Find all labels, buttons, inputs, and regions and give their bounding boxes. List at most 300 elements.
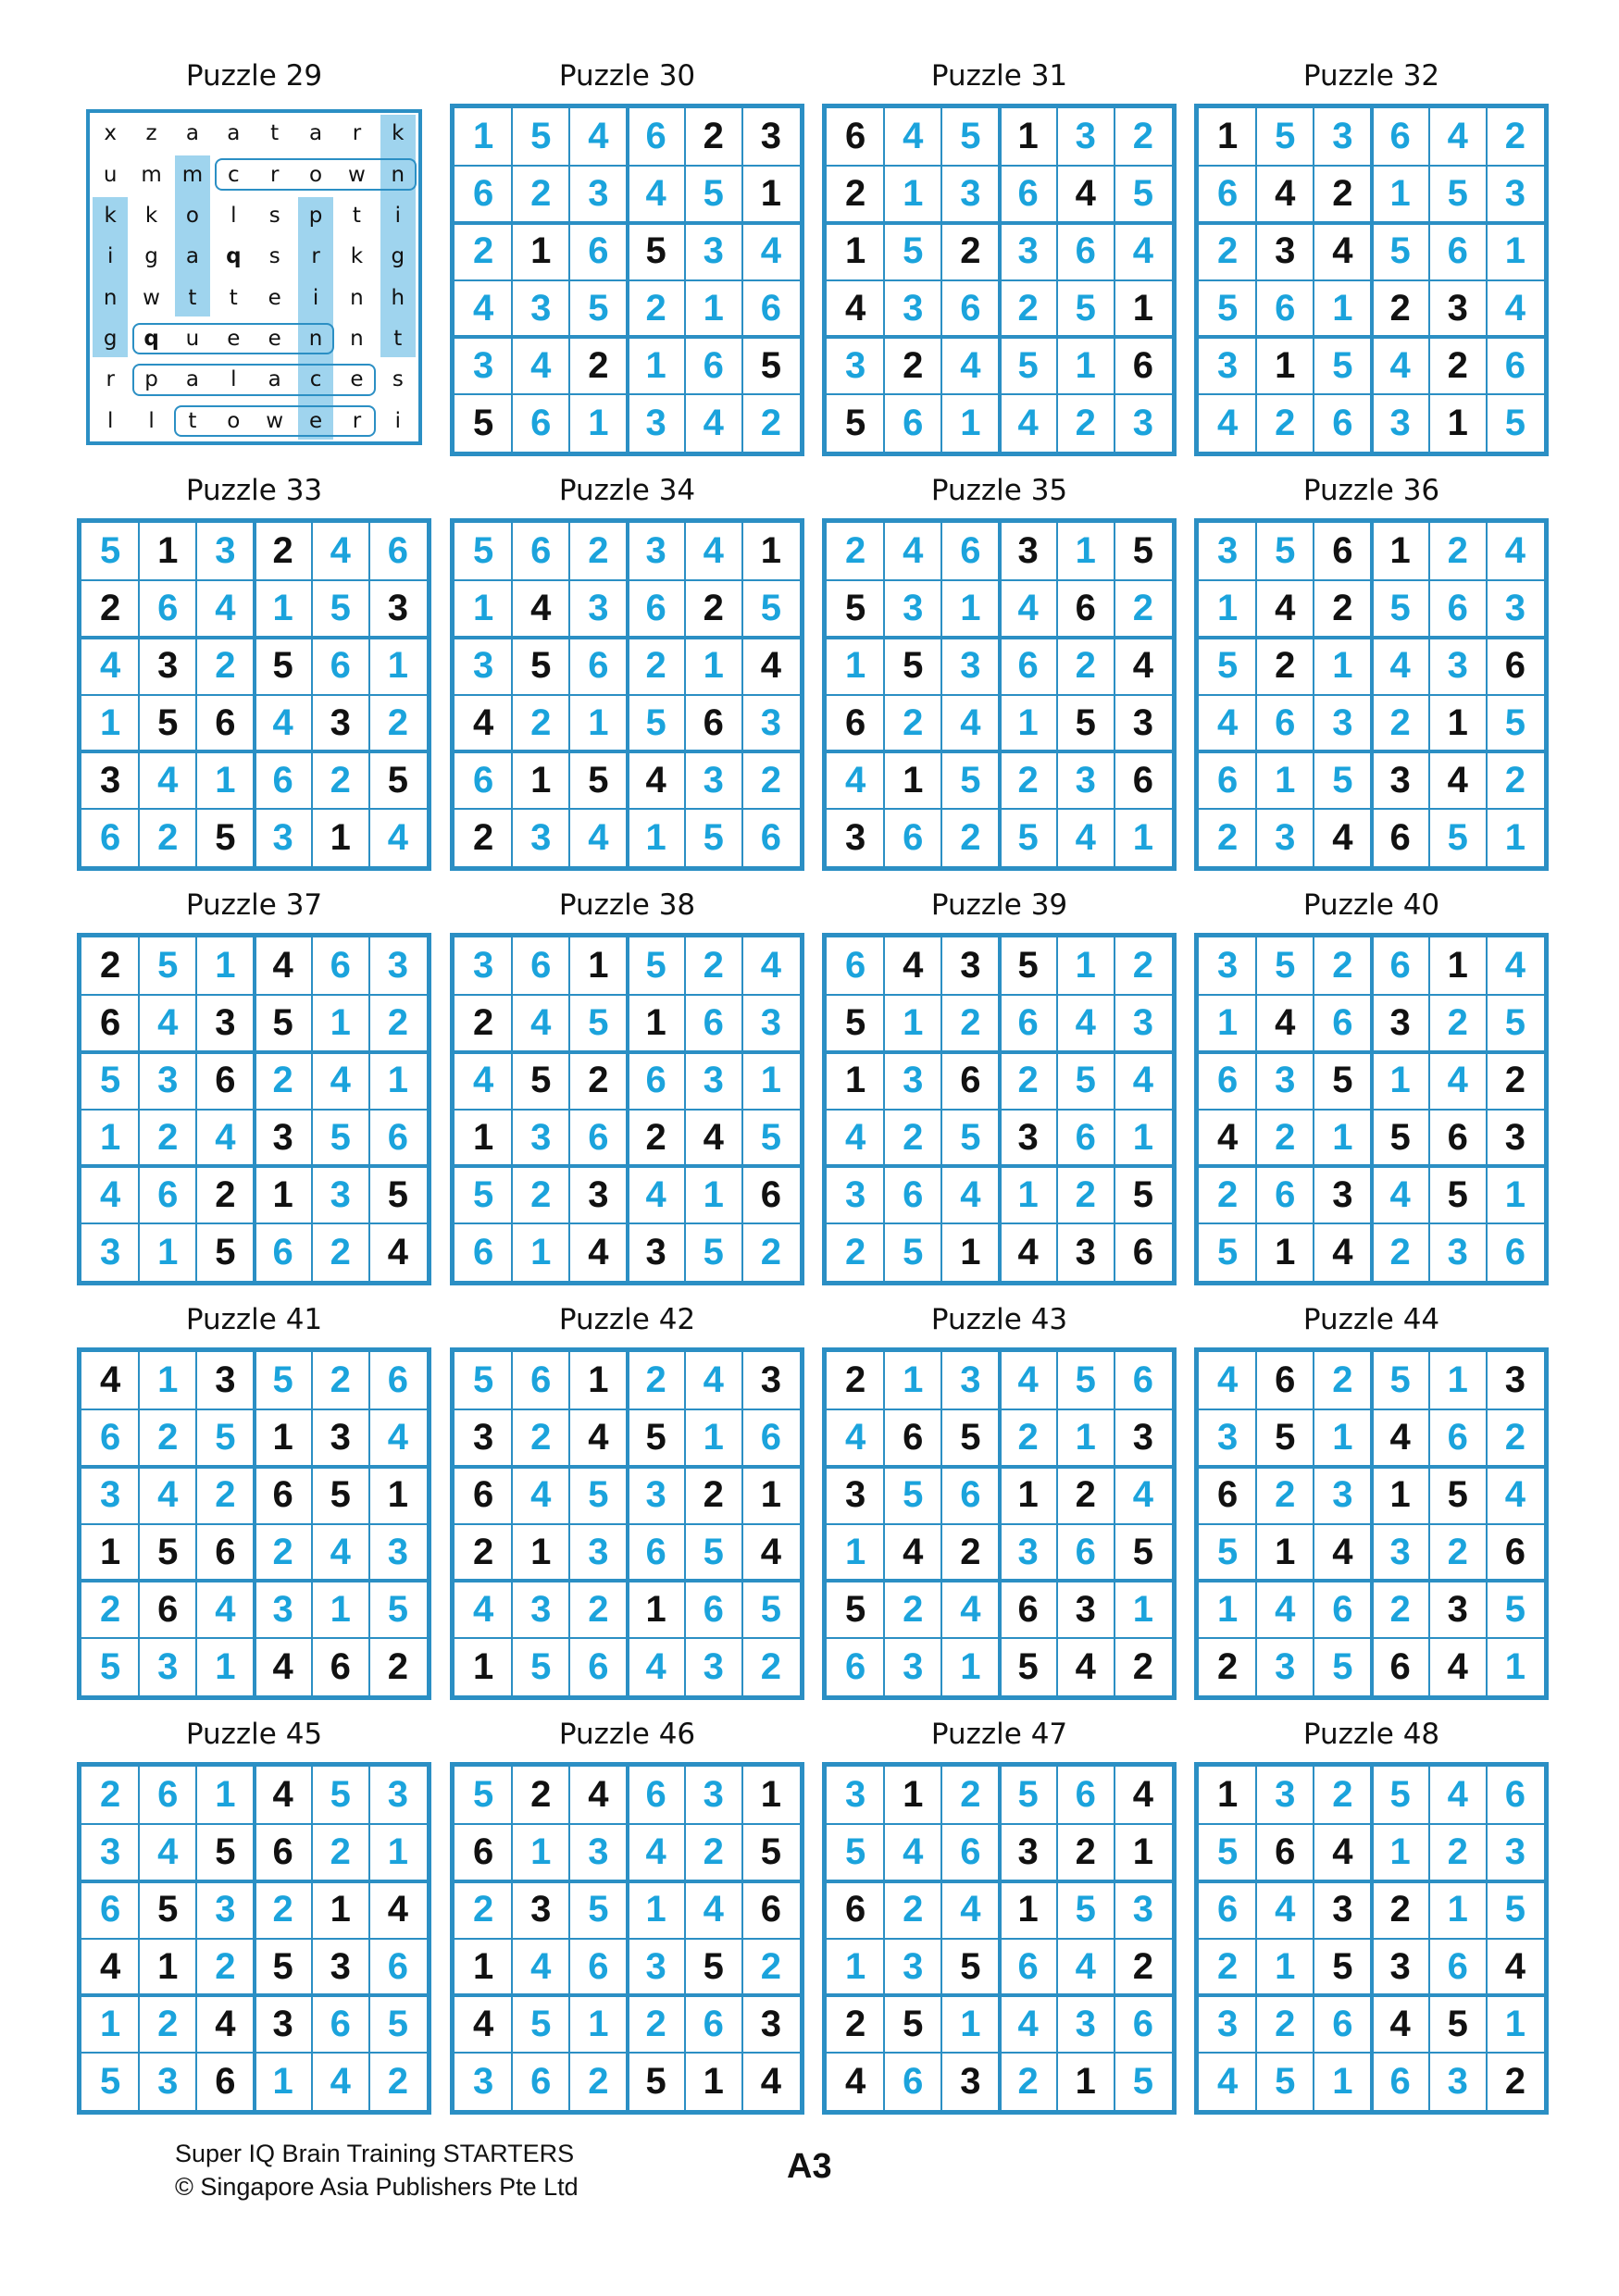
sudoku-cell: 6	[1075, 1774, 1096, 1816]
sudoku-cell: 2	[1275, 645, 1296, 687]
sudoku-cell: 4	[1389, 2003, 1411, 2044]
sudoku-cell: 1	[472, 116, 494, 157]
sudoku-cell: 4	[1447, 759, 1468, 800]
sudoku-cell: 1	[1075, 1417, 1096, 1458]
sudoku-cell: 2	[215, 1945, 236, 1987]
sudoku-cell: 4	[387, 816, 409, 858]
puzzle-title: Puzzle 38	[558, 888, 696, 922]
sudoku-cell: 6	[272, 759, 293, 800]
sudoku-cell: 2	[472, 1002, 494, 1044]
sudoku-cell: 1	[215, 1645, 236, 1687]
sudoku-cell: 6	[1275, 701, 1296, 743]
sudoku-cell: 3	[844, 816, 866, 858]
sudoku-cell: 1	[215, 945, 236, 987]
sudoku-cell: 5	[1216, 1231, 1239, 1272]
sudoku-cell: 1	[157, 1359, 179, 1401]
sudoku-cell: 1	[472, 1116, 494, 1158]
sudoku-cell: 3	[645, 1474, 666, 1516]
sudoku-cell: 5	[760, 588, 782, 629]
sudoku-cell: 2	[157, 1417, 179, 1458]
puzzle-45	[77, 1718, 431, 2115]
sudoku-cell: 1	[157, 1231, 179, 1272]
sudoku-cell: 3	[903, 1645, 924, 1687]
sudoku-cell: 1	[215, 1774, 236, 1816]
sudoku-cell: 2	[703, 588, 724, 629]
sudoku-cell: 2	[1504, 759, 1526, 800]
letter-cell: c	[309, 367, 322, 392]
sudoku-cell: 2	[330, 1231, 351, 1272]
sudoku-cell: 5	[703, 1945, 724, 1987]
sudoku-cell: 5	[1504, 701, 1526, 743]
sudoku-cell: 6	[1389, 945, 1411, 987]
sudoku-cell: 1	[645, 816, 666, 858]
puzzle-40	[1194, 888, 1549, 1285]
sudoku-cell: 2	[1017, 759, 1039, 800]
sudoku-cell: 6	[1389, 116, 1411, 157]
letter-cell: o	[309, 162, 323, 187]
sudoku-cell: 6	[645, 116, 666, 157]
sudoku-cell: 1	[903, 1359, 924, 1401]
sudoku-cell: 3	[588, 1831, 609, 1873]
sudoku-cell: 3	[1075, 1231, 1096, 1272]
sudoku-cell: 3	[1275, 816, 1296, 858]
letter-cell: q	[226, 244, 242, 269]
sudoku-cell: 1	[1332, 287, 1353, 329]
sudoku-grid	[1194, 933, 1549, 1285]
sudoku-cell: 3	[387, 588, 409, 629]
letter-cell: t	[188, 408, 197, 433]
sudoku-cell: 1	[1332, 645, 1353, 687]
sudoku-cell: 6	[272, 1831, 293, 1873]
sudoku-cell: 4	[1389, 1417, 1411, 1458]
word-search-grid	[86, 109, 422, 445]
sudoku-cell: 6	[1504, 1531, 1526, 1572]
sudoku-cell: 2	[530, 173, 552, 215]
sudoku-cell: 4	[1504, 530, 1526, 572]
puzzle-title: Puzzle 46	[558, 1718, 696, 1751]
sudoku-cell: 4	[157, 759, 179, 800]
sudoku-cell: 5	[1447, 816, 1468, 858]
sudoku-cell: 5	[1389, 1116, 1411, 1158]
sudoku-cell: 5	[1447, 173, 1468, 215]
sudoku-cell: 2	[387, 701, 409, 743]
sudoku-grid	[1194, 104, 1549, 456]
puzzle-44	[1194, 1303, 1549, 1700]
sudoku-cell: 3	[157, 1645, 179, 1687]
sudoku-cell: 5	[703, 816, 724, 858]
sudoku-cell: 4	[903, 1531, 924, 1572]
sudoku-cell: 4	[530, 344, 552, 386]
sudoku-cell: 4	[960, 344, 981, 386]
sudoku-cell: 2	[387, 1002, 409, 1044]
sudoku-cell: 6	[645, 1060, 666, 1101]
sudoku-cell: 1	[530, 1531, 552, 1572]
sudoku-cell: 5	[472, 402, 494, 443]
sudoku-cell: 2	[215, 1173, 236, 1215]
sudoku-cell: 6	[215, 701, 236, 743]
sudoku-cell: 4	[1332, 1831, 1353, 1873]
sudoku-cell: 3	[903, 287, 924, 329]
sudoku-cell: 1	[760, 530, 782, 572]
sudoku-cell: 2	[157, 816, 179, 858]
sudoku-cell: 2	[472, 230, 494, 272]
sudoku-cell: 5	[844, 402, 866, 443]
sudoku-cell: 4	[703, 530, 724, 572]
sudoku-grid	[822, 1762, 1177, 2115]
sudoku-cell: 5	[1017, 1774, 1039, 1816]
sudoku-cell: 4	[1332, 230, 1353, 272]
sudoku-cell: 3	[1075, 759, 1096, 800]
sudoku-cell: 5	[1504, 1002, 1526, 1044]
letter-cell: a	[185, 367, 199, 392]
sudoku-cell: 4	[472, 287, 494, 329]
sudoku-cell: 3	[1216, 530, 1239, 572]
sudoku-cell: 6	[844, 116, 866, 157]
sudoku-cell: 3	[157, 645, 179, 687]
sudoku-cell: 1	[472, 1645, 494, 1687]
sudoku-cell: 3	[472, 645, 494, 687]
sudoku-cell: 6	[1504, 1231, 1526, 1272]
sudoku-cell: 5	[330, 1116, 351, 1158]
sudoku-cell: 2	[530, 1173, 552, 1215]
letter-cell: r	[352, 121, 362, 146]
sudoku-cell: 1	[330, 816, 351, 858]
sudoku-cell: 4	[1132, 1774, 1154, 1816]
sudoku-cell: 1	[588, 402, 609, 443]
sudoku-cell: 3	[1216, 2003, 1239, 2044]
sudoku-cell: 1	[272, 1417, 293, 1458]
sudoku-cell: 1	[844, 1531, 866, 1572]
letter-cell: t	[393, 327, 403, 352]
sudoku-cell: 2	[99, 588, 121, 629]
sudoku-cell: 4	[99, 1945, 121, 1987]
sudoku-cell: 5	[272, 1945, 293, 1987]
sudoku-cell: 4	[703, 402, 724, 443]
sudoku-cell: 6	[960, 1060, 981, 1101]
letter-cell: r	[352, 408, 362, 433]
sudoku-cell: 3	[1389, 1945, 1411, 1987]
puzzle-title: Puzzle 42	[558, 1303, 696, 1336]
sudoku-cell: 5	[844, 1831, 866, 1873]
sudoku-cell: 5	[530, 116, 552, 157]
sudoku-cell: 5	[1389, 588, 1411, 629]
sudoku-cell: 4	[1389, 1173, 1411, 1215]
sudoku-cell: 6	[703, 344, 724, 386]
sudoku-grid	[77, 1762, 431, 2115]
puzzle-title: Puzzle 30	[558, 59, 696, 93]
sudoku-cell: 4	[760, 645, 782, 687]
sudoku-grid	[1194, 518, 1549, 871]
puzzle-36	[1194, 474, 1549, 871]
sudoku-cell: 6	[330, 1645, 351, 1687]
sudoku-cell: 4	[760, 945, 782, 987]
sudoku-cell: 4	[960, 1173, 981, 1215]
sudoku-cell: 5	[760, 344, 782, 386]
sudoku-cell: 2	[760, 402, 782, 443]
sudoku-cell: 4	[1447, 1645, 1468, 1687]
sudoku-cell: 4	[387, 1889, 409, 1930]
sudoku-cell: 3	[760, 116, 782, 157]
letter-cell: n	[350, 285, 364, 310]
sudoku-cell: 3	[99, 1474, 121, 1516]
sudoku-cell: 2	[330, 1831, 351, 1873]
sudoku-cell: 3	[760, 1002, 782, 1044]
sudoku-cell: 6	[1332, 2003, 1353, 2044]
sudoku-cell: 1	[588, 945, 609, 987]
sudoku-cell: 4	[272, 1645, 293, 1687]
sudoku-cell: 6	[1275, 287, 1296, 329]
sudoku-cell: 3	[645, 530, 666, 572]
sudoku-cell: 2	[903, 701, 924, 743]
sudoku-cell: 2	[1132, 116, 1154, 157]
sudoku-cell: 3	[530, 287, 552, 329]
letter-cell: i	[394, 203, 401, 228]
sudoku-cell: 1	[645, 1002, 666, 1044]
sudoku-cell: 3	[472, 1417, 494, 1458]
sudoku-cell: 1	[645, 1889, 666, 1930]
sudoku-cell: 4	[903, 116, 924, 157]
puzzle-title: Puzzle 47	[930, 1718, 1068, 1751]
sudoku-cell: 2	[272, 1531, 293, 1572]
sudoku-cell: 6	[1216, 1889, 1239, 1930]
sudoku-cell: 2	[1216, 816, 1239, 858]
sudoku-cell: 3	[1216, 1417, 1239, 1458]
sudoku-cell: 4	[645, 173, 666, 215]
letter-cell: t	[270, 121, 280, 146]
sudoku-cell: 6	[215, 1531, 236, 1572]
sudoku-cell: 5	[1275, 945, 1296, 987]
sudoku-cell: 6	[387, 530, 409, 572]
sudoku-cell: 4	[272, 1774, 293, 1816]
sudoku-cell: 1	[387, 645, 409, 687]
sudoku-cell: 3	[157, 1060, 179, 1101]
sudoku-cell: 5	[157, 1889, 179, 1930]
sudoku-cell: 3	[530, 1588, 552, 1630]
sudoku-grid	[822, 933, 1177, 1285]
sudoku-cell: 6	[472, 173, 494, 215]
sudoku-cell: 6	[844, 1645, 866, 1687]
sudoku-cell: 5	[960, 116, 981, 157]
sudoku-cell: 3	[903, 588, 924, 629]
sudoku-grid	[77, 933, 431, 1285]
sudoku-cell: 1	[1447, 1359, 1468, 1401]
sudoku-cell: 3	[215, 1002, 236, 1044]
sudoku-cell: 1	[1216, 1774, 1239, 1816]
sudoku-cell: 6	[215, 1060, 236, 1101]
sudoku-cell: 4	[215, 2003, 236, 2044]
sudoku-cell: 1	[387, 1474, 409, 1516]
sudoku-cell: 3	[1216, 344, 1239, 386]
sudoku-cell: 3	[1017, 530, 1039, 572]
sudoku-cell: 2	[1275, 1116, 1296, 1158]
sudoku-cell: 5	[215, 1231, 236, 1272]
sudoku-cell: 2	[760, 1945, 782, 1987]
sudoku-cell: 1	[272, 588, 293, 629]
sudoku-cell: 6	[1389, 2060, 1411, 2102]
sudoku-cell: 6	[99, 1889, 121, 1930]
sudoku-cell: 2	[645, 287, 666, 329]
sudoku-cell: 1	[1275, 1945, 1296, 1987]
sudoku-cell: 2	[472, 816, 494, 858]
sudoku-cell: 3	[215, 1359, 236, 1401]
letter-cell: l	[230, 367, 237, 392]
sudoku-cell: 1	[1389, 1060, 1411, 1101]
sudoku-cell: 4	[1075, 1645, 1096, 1687]
sudoku-cell: 2	[960, 816, 981, 858]
sudoku-cell: 1	[903, 759, 924, 800]
sudoku-cell: 2	[645, 2003, 666, 2044]
sudoku-cell: 4	[530, 1945, 552, 1987]
sudoku-cell: 2	[1216, 230, 1239, 272]
sudoku-cell: 6	[703, 2003, 724, 2044]
letter-cell: c	[227, 162, 240, 187]
sudoku-cell: 6	[960, 287, 981, 329]
sudoku-cell: 5	[1132, 1531, 1154, 1572]
sudoku-cell: 2	[844, 173, 866, 215]
sudoku-cell: 1	[1332, 2060, 1353, 2102]
sudoku-grid	[77, 518, 431, 871]
letter-cell: s	[268, 203, 280, 228]
sudoku-cell: 6	[1017, 1588, 1039, 1630]
sudoku-cell: 5	[272, 645, 293, 687]
sudoku-cell: 6	[330, 945, 351, 987]
sudoku-cell: 2	[844, 530, 866, 572]
letter-cell: n	[350, 327, 364, 352]
sudoku-cell: 4	[272, 701, 293, 743]
sudoku-cell: 6	[1275, 1173, 1296, 1215]
puzzle-32	[1194, 59, 1549, 456]
sudoku-cell: 6	[387, 1116, 409, 1158]
puzzle-33	[77, 474, 431, 871]
sudoku-cell: 5	[330, 588, 351, 629]
sudoku-cell: 4	[1504, 287, 1526, 329]
sudoku-cell: 3	[1275, 230, 1296, 272]
puzzle-39	[822, 888, 1177, 1285]
sudoku-cell: 2	[1332, 945, 1353, 987]
sudoku-cell: 1	[588, 2003, 609, 2044]
sudoku-cell: 4	[1075, 816, 1096, 858]
sudoku-cell: 2	[760, 1645, 782, 1687]
sudoku-cell: 1	[1075, 945, 1096, 987]
sudoku-cell: 4	[703, 1889, 724, 1930]
sudoku-cell: 5	[1504, 1588, 1526, 1630]
sudoku-cell: 2	[703, 1474, 724, 1516]
sudoku-cell: 6	[330, 2003, 351, 2044]
sudoku-cell: 4	[703, 1116, 724, 1158]
sudoku-cell: 5	[960, 1116, 981, 1158]
sudoku-cell: 4	[99, 1173, 121, 1215]
sudoku-cell: 3	[903, 1060, 924, 1101]
sudoku-cell: 4	[960, 1889, 981, 1930]
sudoku-cell: 3	[703, 1060, 724, 1101]
sudoku-cell: 6	[1504, 645, 1526, 687]
sudoku-cell: 3	[99, 759, 121, 800]
sudoku-cell: 5	[844, 1588, 866, 1630]
sudoku-cell: 2	[1132, 1645, 1154, 1687]
sudoku-cell: 6	[903, 402, 924, 443]
sudoku-cell: 2	[1389, 1889, 1411, 1930]
sudoku-cell: 5	[588, 1474, 609, 1516]
sudoku-cell: 5	[1275, 2060, 1296, 2102]
sudoku-cell: 6	[215, 2060, 236, 2102]
sudoku-cell: 2	[1332, 173, 1353, 215]
sudoku-cell: 1	[1017, 1474, 1039, 1516]
letter-cell: e	[268, 285, 281, 310]
sudoku-cell: 6	[760, 816, 782, 858]
sudoku-cell: 4	[1332, 1531, 1353, 1572]
sudoku-cell: 4	[387, 1417, 409, 1458]
sudoku-cell: 4	[215, 1588, 236, 1630]
sudoku-cell: 6	[903, 1417, 924, 1458]
sudoku-cell: 3	[1389, 759, 1411, 800]
sudoku-cell: 4	[472, 1588, 494, 1630]
page-number: A3	[787, 2147, 832, 2186]
sudoku-cell: 1	[472, 588, 494, 629]
sudoku-cell: 5	[1075, 1889, 1096, 1930]
sudoku-cell: 1	[472, 1945, 494, 1987]
sudoku-cell: 6	[157, 588, 179, 629]
sudoku-cell: 1	[645, 344, 666, 386]
sudoku-cell: 4	[1389, 344, 1411, 386]
letter-cell: a	[268, 367, 281, 392]
sudoku-cell: 4	[1075, 1945, 1096, 1987]
sudoku-cell: 5	[530, 645, 552, 687]
sudoku-cell: 3	[1017, 1531, 1039, 1572]
sudoku-cell: 5	[703, 1531, 724, 1572]
sudoku-cell: 3	[1075, 1588, 1096, 1630]
sudoku-cell: 5	[1389, 1359, 1411, 1401]
sudoku-cell: 4	[530, 1474, 552, 1516]
sudoku-cell: 3	[215, 1889, 236, 1930]
sudoku-cell: 3	[215, 530, 236, 572]
sudoku-cell: 4	[1275, 1002, 1296, 1044]
sudoku-cell: 2	[1447, 1002, 1468, 1044]
letter-cell: n	[391, 162, 405, 187]
sudoku-cell: 5	[1332, 344, 1353, 386]
sudoku-cell: 6	[645, 1531, 666, 1572]
sudoku-cell: 6	[760, 287, 782, 329]
letter-cell: e	[308, 408, 323, 433]
sudoku-cell: 2	[1504, 116, 1526, 157]
puzzle-46	[450, 1718, 804, 2115]
sudoku-cell: 4	[1504, 945, 1526, 987]
sudoku-cell: 2	[1332, 1359, 1353, 1401]
sudoku-cell: 2	[1132, 588, 1154, 629]
sudoku-cell: 2	[1216, 1945, 1239, 1987]
sudoku-cell: 6	[387, 1945, 409, 1987]
sudoku-cell: 3	[703, 230, 724, 272]
sudoku-cell: 6	[960, 1474, 981, 1516]
sudoku-cell: 2	[844, 1359, 866, 1401]
letter-cell: l	[230, 203, 237, 228]
sudoku-cell: 3	[1447, 1231, 1468, 1272]
sudoku-cell: 2	[215, 645, 236, 687]
sudoku-cell: 6	[1332, 402, 1353, 443]
sudoku-cell: 3	[1504, 1116, 1526, 1158]
sudoku-cell: 5	[645, 1417, 666, 1458]
sudoku-cell: 2	[1075, 402, 1096, 443]
sudoku-cell: 3	[1332, 1173, 1353, 1215]
sudoku-cell: 3	[1017, 1831, 1039, 1873]
sudoku-cell: 6	[530, 945, 552, 987]
sudoku-cell: 6	[588, 230, 609, 272]
sudoku-cell: 4	[99, 1359, 121, 1401]
sudoku-cell: 2	[844, 1231, 866, 1272]
sudoku-cell: 6	[1389, 1645, 1411, 1687]
sudoku-cell: 5	[1447, 2003, 1468, 2044]
letter-cell: i	[312, 285, 319, 310]
sudoku-cell: 3	[472, 344, 494, 386]
